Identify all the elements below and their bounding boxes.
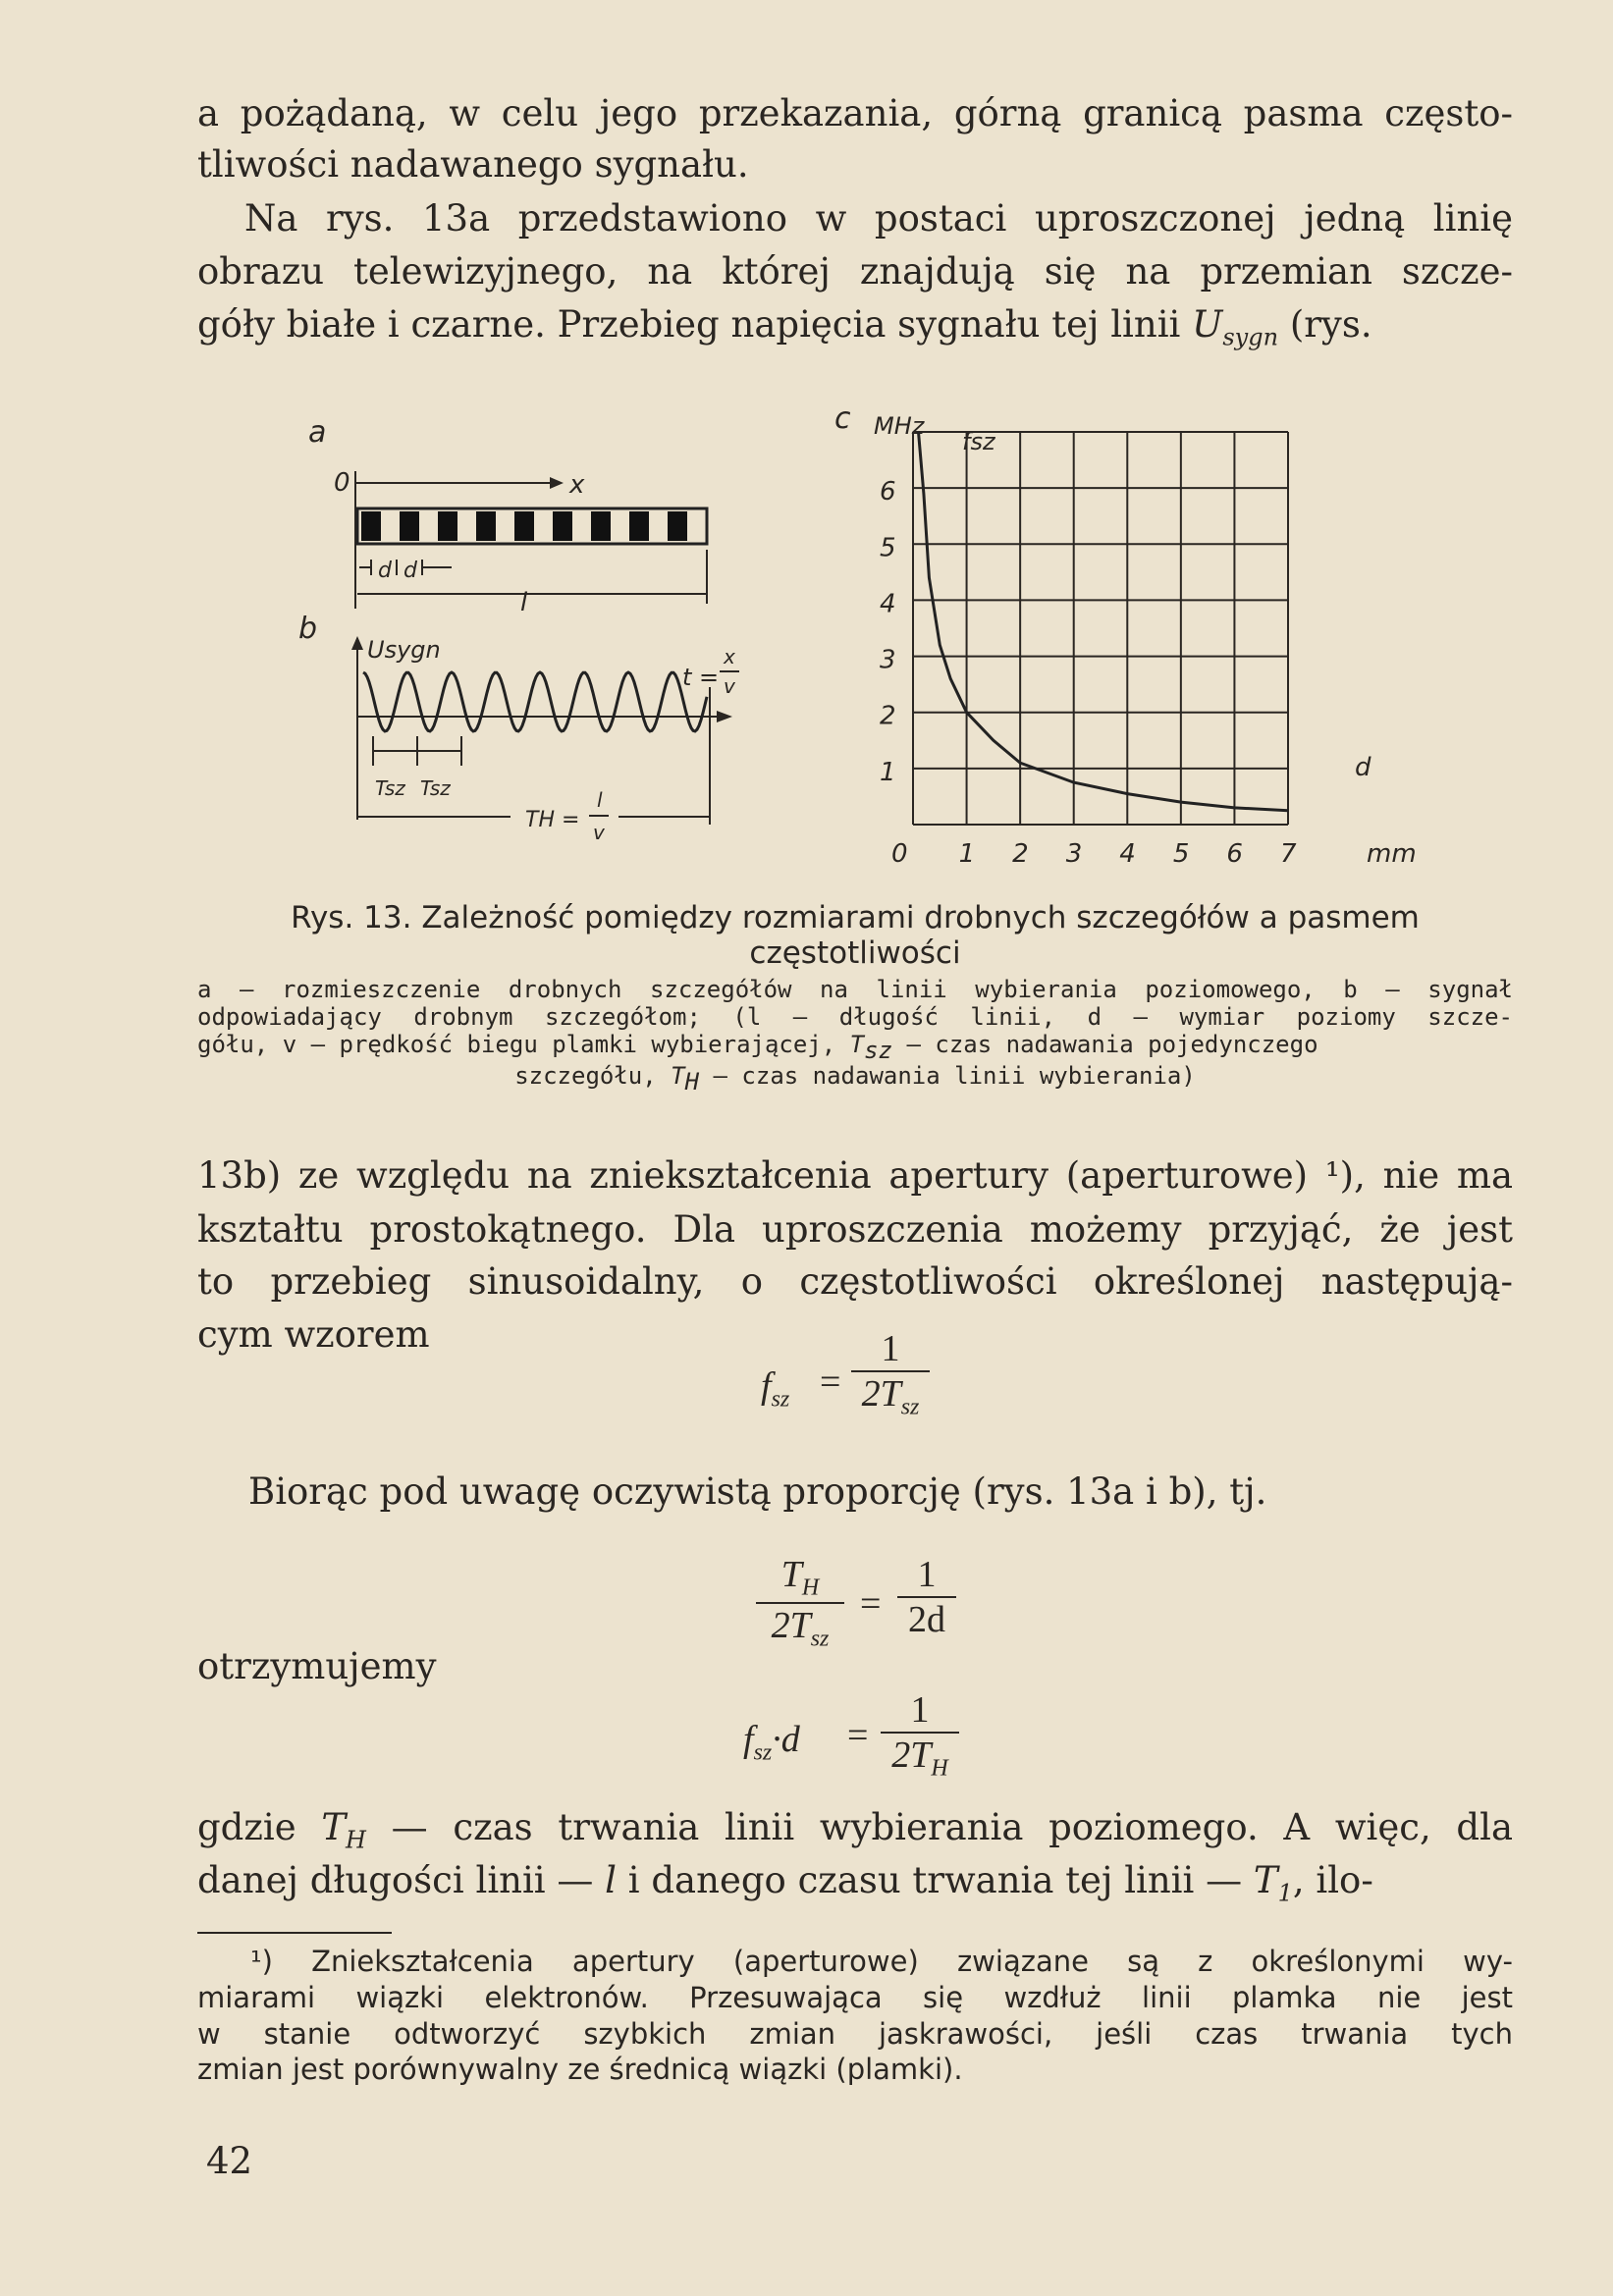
label-t-den: v <box>724 674 735 698</box>
chart-grid <box>913 432 1288 825</box>
x-tick-label: 0 <box>891 839 908 869</box>
detail-square-black <box>361 511 381 541</box>
label-th-den: v <box>593 821 605 844</box>
footnote-line-2: miarami wiązki elektronów. Przesuwająca się wzdłuż linii plamka nie jest <box>197 1981 1513 2014</box>
y-tick-label: 1 <box>880 757 896 787</box>
text-line-5-main: góły białe i czarne. Przebieg napięcia sygnału tej linii <box>197 303 1181 346</box>
formula-2-right-fraction: 1 2d <box>897 1553 956 1641</box>
label-b: b <box>298 612 318 646</box>
text-line-5 <box>197 299 1513 362</box>
chart-x-ticks <box>891 839 1297 869</box>
detail-square-black <box>400 511 419 541</box>
body-line-5: Biorąc pod uwagę oczywistą proporcję (rys. 13a i b), tj. <box>248 1470 1267 1513</box>
x-tick-label: 5 <box>1172 839 1190 869</box>
label-usygn: Usygn <box>367 636 441 664</box>
detail-square-black <box>553 511 572 541</box>
caption-desc-3: gółu, v — prędkość biegu plamki wybierającej, $T_{sz}$ — czas nadawania pojedynczego <box>197 1031 1318 1064</box>
detail-square-black <box>668 511 687 541</box>
label-t-num: x <box>724 645 735 668</box>
body-line-8: danej długości linii — l i danego czasu trwania tej linii — $T_1$, ilo- <box>197 1859 1373 1907</box>
y-tick-label: 2 <box>880 701 896 731</box>
body-line-7: gdzie $T_H$ — czas trwania linii wybierania poziomego. A więc, dla <box>197 1806 1514 1854</box>
x-arrow-head <box>550 477 564 489</box>
formula-1-lhs: $f_{sz}$ <box>761 1365 790 1413</box>
x-tick-label: 2 <box>1012 839 1029 869</box>
figure-13 <box>285 393 1424 883</box>
label-d-axis: d <box>1355 753 1371 782</box>
label-c: c <box>834 401 851 436</box>
figure-svg <box>285 393 1424 883</box>
label-t-expr: t = <box>682 664 720 691</box>
usygn-symbol: $U_{sygn}$ <box>1192 303 1279 351</box>
signal-waveform <box>363 672 707 731</box>
label-tsz-2: Tsz <box>420 776 451 800</box>
label-l: l <box>520 588 528 617</box>
text-line-2: tliwości nadawanego sygnału. <box>197 143 749 186</box>
text-line-4: obrazu telewizyjnego, na której znajdują się na przemian szcze- <box>197 250 1513 293</box>
label-mm: mm <box>1367 839 1417 869</box>
body-line-6: otrzymujemy <box>197 1645 437 1687</box>
detail-square-black <box>476 511 496 541</box>
body-line-1: 13b) ze względu na zniekształcenia apertury (aperturowe) ¹), nie ma <box>197 1154 1513 1197</box>
formula-3-fraction: 1 $2T_H$ <box>881 1688 959 1783</box>
x-tick-label: 6 <box>1226 839 1243 869</box>
footnote-rule <box>197 1932 392 1934</box>
time-axis-arrow <box>717 711 732 722</box>
label-th: TH = <box>525 808 580 832</box>
label-zero: 0 <box>334 468 350 498</box>
chart-y-ticks <box>880 477 896 787</box>
detail-square-black <box>591 511 611 541</box>
formula-3-eq: = <box>847 1715 869 1756</box>
x-tick-label: 3 <box>1065 839 1083 869</box>
text-line-5-end: (rys. <box>1289 303 1372 346</box>
body-line-4: cym wzorem <box>197 1313 430 1356</box>
caption-title-line-2: częstotliwości <box>749 935 961 971</box>
detail-square-black <box>629 511 649 541</box>
y-tick-label: 5 <box>880 533 896 563</box>
label-d-1: d <box>378 559 392 583</box>
footnote-line-3: w stanie odtworzyć szybkich zmian jaskrawości, jeśli czas trwania tych <box>197 2017 1513 2051</box>
y-tick-label: 6 <box>880 477 896 507</box>
detail-square-black <box>514 511 534 541</box>
label-x: x <box>569 470 585 500</box>
detail-square-black <box>438 511 457 541</box>
label-d-2: d <box>403 559 417 583</box>
x-tick-label: 1 <box>958 839 976 869</box>
label-mhz: MHz <box>874 412 925 440</box>
label-th-num: l <box>597 788 603 812</box>
footnote-line-1: ¹) Zniekształcenia apertury (aperturowe) związane są z określonymi wy- <box>250 1945 1513 1978</box>
caption-title-line-1: Rys. 13. Zależność pomiędzy rozmiarami drobnych szczegółów a pasmem <box>291 900 1420 935</box>
label-tsz-1: Tsz <box>375 776 405 800</box>
x-tick-label: 4 <box>1119 839 1136 869</box>
formula-1-fraction: 1 $2T_{sz}$ <box>851 1327 930 1421</box>
y-tick-label: 3 <box>880 645 896 675</box>
formula-3-lhs: $f_{sz}\cdot d$ <box>743 1719 800 1766</box>
body-line-2: kształtu prostokątnego. Dla uproszczenia możemy przyjąć, że jest <box>197 1208 1513 1251</box>
caption-desc-4: szczegółu, $T_H$ — czas nadawania linii wybierania) <box>514 1062 1196 1095</box>
footnote-line-4: zmian jest porównywalny ze średnicą wiązki (plamki). <box>197 2053 963 2086</box>
formula-1-eq: = <box>820 1362 841 1403</box>
body-line-3: to przebieg sinusoidalny, o częstotliwości określonej następują- <box>197 1260 1513 1303</box>
formula-2-left-fraction: $T_H$ $2T_{sz}$ <box>756 1553 844 1652</box>
page-number: 42 <box>206 2140 253 2182</box>
caption-desc-2: odpowiadający drobnym szczegółom; (l — długość linii, d — wymiar poziomy szcze- <box>197 1003 1513 1031</box>
x-tick-label: 7 <box>1280 839 1297 869</box>
text-line-1: a pożądaną, w celu jego przekazania, górną granicą pasma często- <box>197 92 1513 134</box>
label-a: a <box>308 415 327 450</box>
usygn-axis-arrow <box>351 636 363 650</box>
detail-strip <box>361 511 687 541</box>
y-tick-label: 4 <box>880 589 896 619</box>
caption-desc-1: a — rozmieszczenie drobnych szczegółów na linii wybierania poziomowego, b — sygnał <box>197 976 1513 1003</box>
label-fsz-curve: fsz <box>962 428 995 455</box>
text-line-3: Na rys. 13a przedstawiono w postaci uproszczonej jedną linię <box>244 197 1513 240</box>
formula-2-eq: = <box>860 1583 882 1625</box>
